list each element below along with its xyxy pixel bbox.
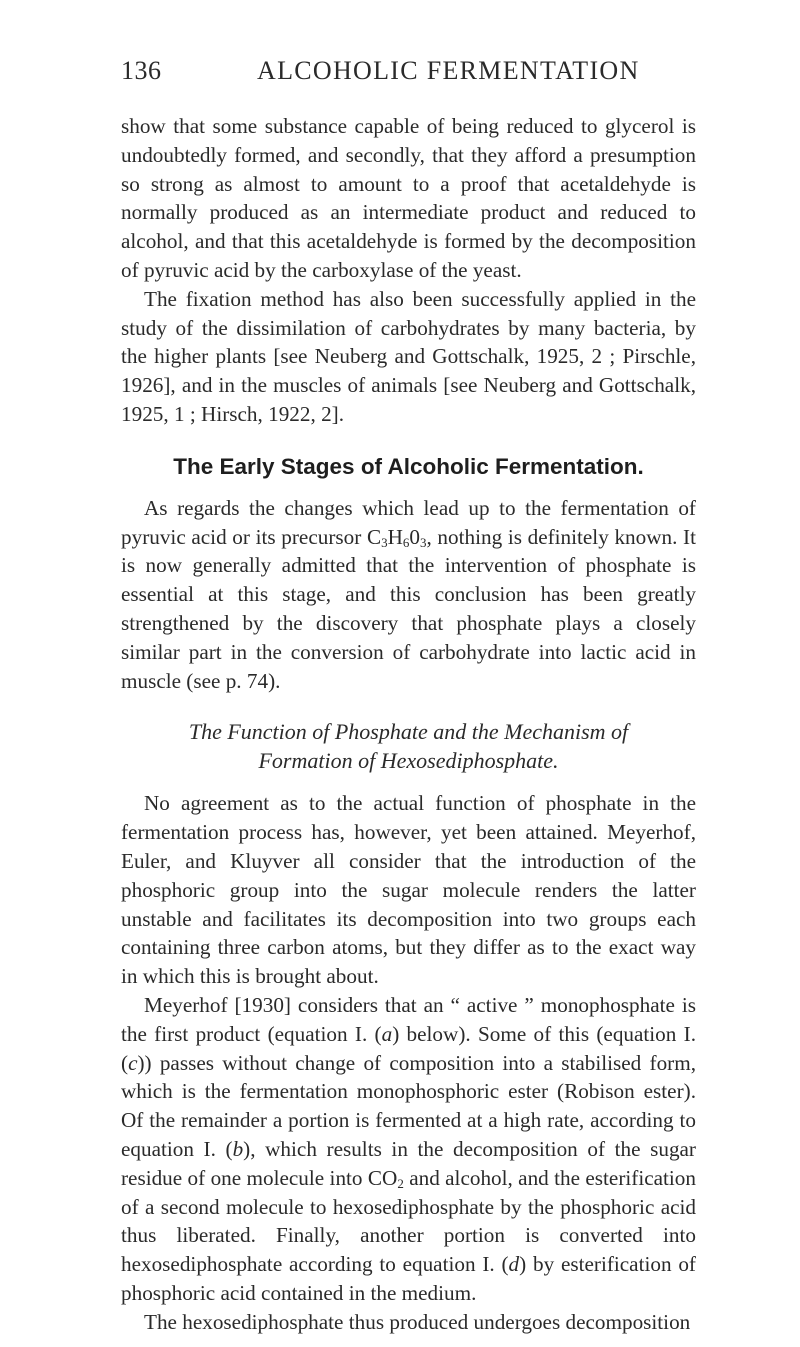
equation-ref-d: d <box>508 1252 520 1277</box>
equation-ref-a: a <box>381 1021 393 1046</box>
paragraph-fixation-method: The fixation method has also been successfully applied in the study of the dissimilation of carbohydrates by many bacteria, by the higher plants [see Neuberg and Gottschalk, 1925, 2 ; Pirschle, 1926], and in the muscles of animals [see Neuberg and Gottschalk, 1925, 1 ; Hirsch, 1922, 2]. <box>121 286 696 426</box>
paragraph-hexosediphosphate: The hexosediphosphate thus produced undergoes decomposition <box>144 1309 691 1334</box>
paragraph-early-stages <box>121 494 696 696</box>
chemical-formula: $C_3H_60_3$ <box>366 524 427 550</box>
subsection-heading: The Function of Phosphate and the Mechanism of Formation of Hexosediphosphate. <box>188 719 629 774</box>
running-head <box>121 56 696 92</box>
paragraph-meyerhof: Meyerhof [1930] considers that an “ active ” monophosphate is the first product (equation I. (a) below). Some of this (equation I. (c)) passes without change of composition into a stabilised form, which is the fermentation monophosphoric ester (Robison ester). Of the remainder a portion is fermented at a high rate, according to equation I. (b), which results in the decomposition of the sugar residue of one molecule into $CO_2$ and alcohol, and the esterification of a second molecule to hexosediphosphate by the phosphoric acid thus liberated. Finally, another portion is converted into hexosediphosphate according to equation I. (d) by esterification of phosphoric acid contained in the medium. <box>121 992 697 1305</box>
paragraph-continuation: show that some substance capable of being reduced to glycerol is undoubtedly formed, and secondly, that they afford a presumption so strong as almost to amount to a proof that acetaldehyde is normally produced as an intermediate product and reduced to alcohol, and that this acetaldehyde is formed by the decomposition of pyruvic acid by the carboxylase of the yeast. <box>121 114 696 282</box>
paragraph-text: , nothing is definitely known. It is now generally admitted that the intervention of phosphate is essential at this stage, and this conclusion has been greatly strengthened by the discovery that phosphate plays a closely similar part in the conversion of carbohydrate into lactic acid in muscle (see p. 74). <box>121 524 697 693</box>
equation-ref-c: c <box>128 1050 138 1075</box>
paragraph-text: As regards the changes which lead up to the fermentation of pyruvic acid or its precursor <box>121 495 696 549</box>
equation-ref-b: b <box>232 1136 244 1161</box>
section-heading: The Early Stages of Alcoholic Fermentation. <box>173 453 644 479</box>
paragraph-no-agreement: No agreement as to the actual function of phosphate in the fermentation process has, however, yet been attained. Meyerhof, Euler, and Kluyver all consider that the introduction of the phosphoric group into the sugar molecule renders the latter unstable and facilitates its decomposition into two groups each containing three carbon atoms, but they differ as to the exact way in which this is brought about. <box>121 791 696 989</box>
co2-subscript: 2 <box>397 1175 404 1191</box>
running-title: ALCOHOLIC FERMENTATION <box>257 56 640 85</box>
body-text <box>121 112 696 1336</box>
page-number: 136 <box>121 56 162 85</box>
